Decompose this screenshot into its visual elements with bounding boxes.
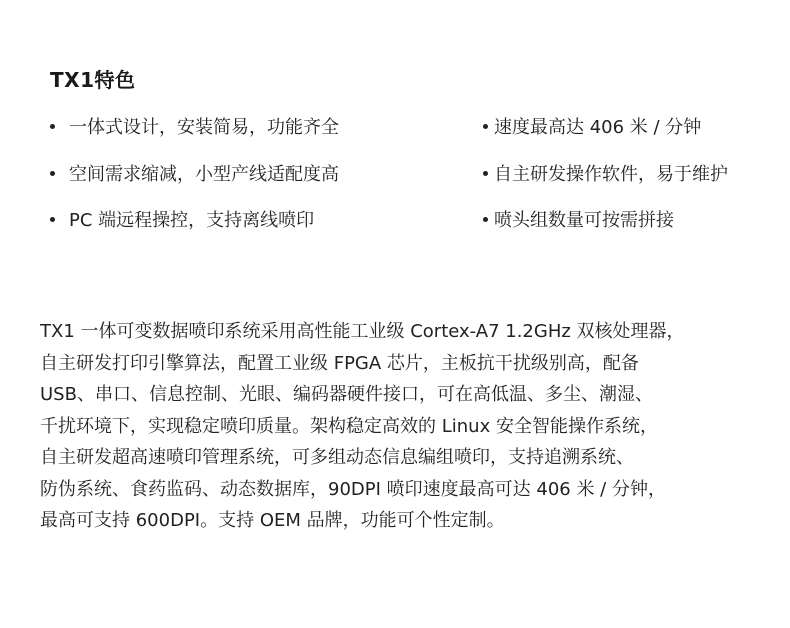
feature-text: 自主研发操作软件，易于维护 — [494, 164, 728, 185]
bullet-icon — [50, 124, 55, 129]
bullet-icon — [483, 171, 488, 176]
feature-list — [50, 116, 770, 246]
feature-item — [50, 116, 339, 140]
feature-text: 空间需求缩减，小型产线适配度高 — [69, 164, 339, 185]
bullet-icon — [50, 171, 55, 176]
feature-text: 喷头组数量可按需拼接 — [494, 210, 674, 231]
bullet-icon — [50, 217, 55, 222]
feature-item — [483, 209, 674, 233]
feature-text: 速度最高达 406 米 / 分钟 — [494, 117, 702, 138]
feature-item — [50, 209, 314, 233]
feature-text: 一体式设计，安装简易，功能齐全 — [69, 117, 339, 138]
feature-text: PC 端远程操控，支持离线喷印 — [69, 210, 315, 231]
feature-item — [483, 116, 701, 140]
product-description: TX1 一体可变数据喷印系统采用高性能工业级 Cortex-A7 1.2GHz 双核处理器， 自主研发打印引擎算法，配置工业级 FPGA 芯片，主板抗干扰级别高，配备 USB、串口、信息控制、光眼、编码器硬件接口，可在高低温、多尘、潮湿、 千扰环境下，实现稳定喷印质量。架构稳定高效的 Linux 安全智能操作系统， 自主研发超高速喷印管理系统，可多组动态信息编组喷印，支持追溯系统、 防伪系统、食药监码、动态数据库，90DPI 喷印速度最高可达 406 米 / 分钟， 最高可支持 600DPI。支持 OEM 品牌，功能可个性定制。 — [40, 321, 685, 531]
bullet-icon — [483, 124, 488, 129]
section-heading: TX1特色 — [50, 68, 136, 92]
feature-item — [483, 163, 728, 187]
bullet-icon — [483, 217, 488, 222]
feature-item — [50, 163, 339, 187]
